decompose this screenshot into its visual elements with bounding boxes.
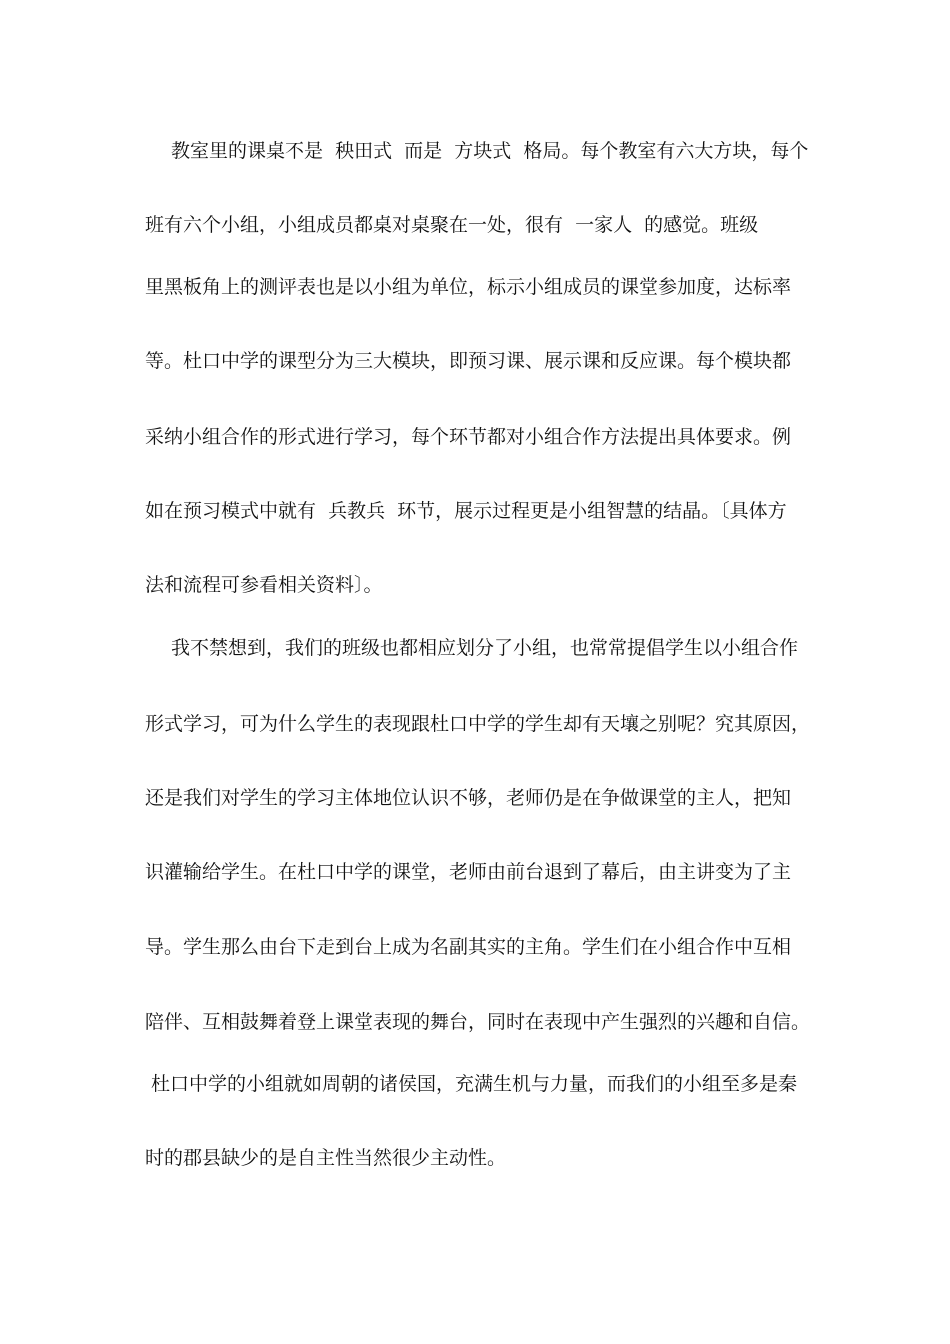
paragraph-line: 法和流程可参看相关资料〕。 bbox=[145, 574, 383, 596]
paragraph-line: 还是我们对学生的学习主体地位认识不够，老师仍是在争做课堂的主人，把知 bbox=[145, 787, 792, 809]
paragraph-line: 导。学生那么由台下走到台上成为名副其实的主角。学生们在小组合作中互相 bbox=[145, 936, 792, 958]
paragraph-line: 我不禁想到，我们的班级也都相应划分了小组，也常常提倡学生以小组合作 bbox=[171, 637, 799, 659]
paragraph-line: 杜口中学的小组就如周朝的诸侯国，充满生机与力量，而我们的小组至多是秦 bbox=[151, 1073, 798, 1095]
paragraph-line: 采纳小组合作的形式进行学习，每个环节都对小组合作方法提出具体要求。例 bbox=[145, 426, 792, 448]
paragraph-line: 形式学习，可为什么学生的表现跟杜口中学的学生却有天壤之别呢？究其原因， bbox=[145, 713, 811, 735]
paragraph-line: 如在预习模式中就有 兵教兵 环节，展示过程更是小组智慧的结晶。〔具体方 bbox=[145, 500, 787, 522]
paragraph-line: 时的郡县缺少的是自主性当然很少主动性。 bbox=[145, 1147, 507, 1169]
paragraph-line: 班有六个小组，小组成员都桌对桌聚在一处，很有 一家人 的感觉。班级 bbox=[145, 214, 759, 236]
paragraph-line: 识灌输给学生。在杜口中学的课堂，老师由前台退到了幕后，由主讲变为了主 bbox=[145, 861, 792, 883]
paragraph-line: 等。杜口中学的课型分为三大模块，即预习课、展示课和反应课。每个模块都 bbox=[145, 350, 792, 372]
paragraph-line: 里黑板角上的测评表也是以小组为单位，标示小组成员的课堂参加度，达标率 bbox=[145, 276, 792, 298]
paragraph-line: 陪伴、互相鼓舞着登上课堂表现的舞台，同时在表现中产生强烈的兴趣和自信。 bbox=[145, 1011, 811, 1033]
paragraph-line: 教室里的课桌不是 秧田式 而是 方块式 格局。每个教室有六大方块，每个 bbox=[171, 140, 809, 162]
